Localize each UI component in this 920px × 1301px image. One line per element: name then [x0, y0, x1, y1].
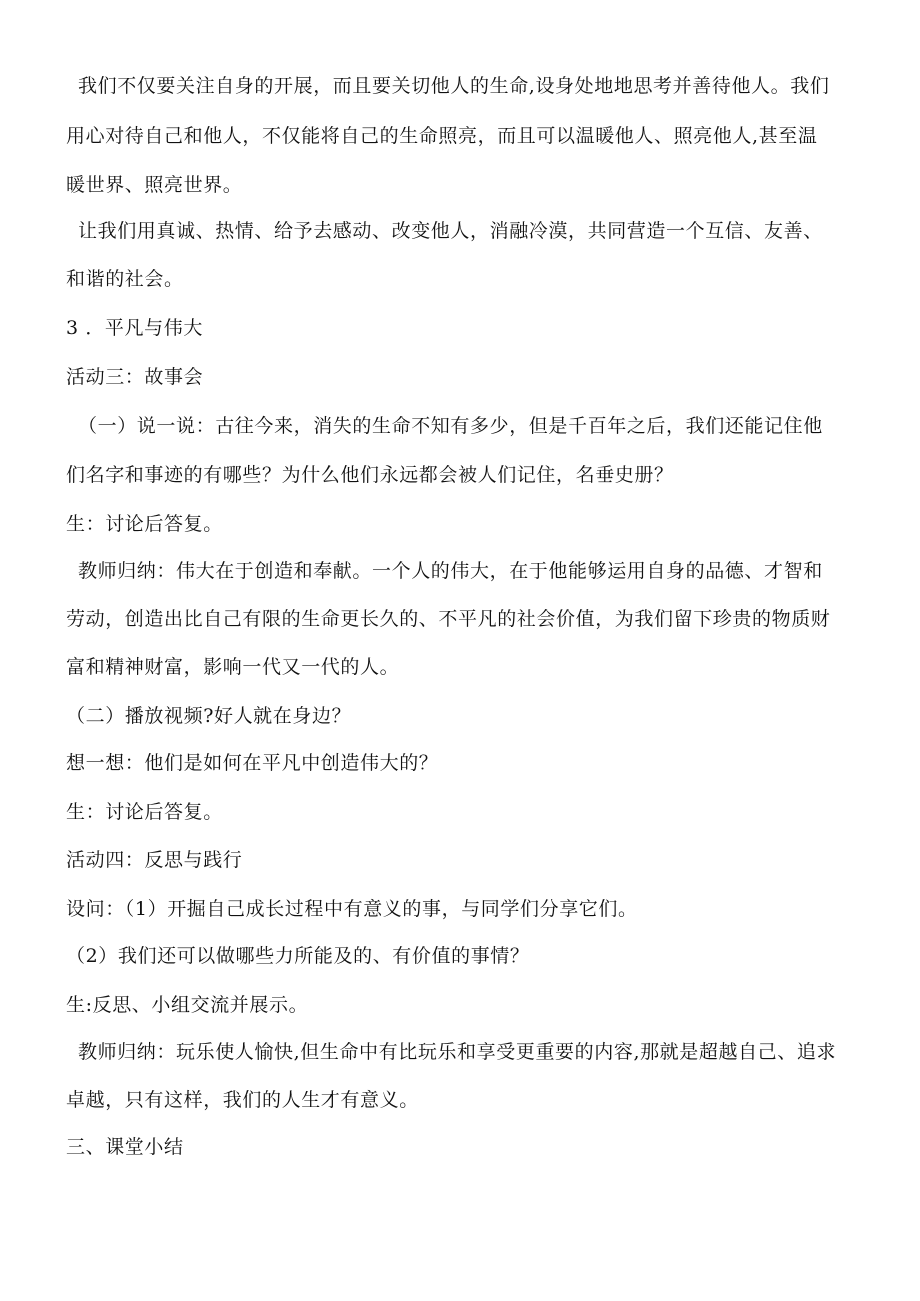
paragraph-line: 教师归纳：伟大在于创造和奉献。一个人的伟大，在于他能够运用自身的品德、才智和 [78, 560, 823, 582]
student-response: 生:反思、小组交流并展示。 [66, 994, 309, 1016]
paragraph-line: 暖世界、照亮世界。 [66, 174, 243, 196]
student-response: 生：讨论后答复。 [66, 513, 223, 535]
paragraph-line: 和谐的社会。 [66, 268, 184, 290]
paragraph-line: 想一想：他们是如何在平凡中创造伟大的？ [66, 752, 439, 774]
paragraph-line: （2）我们还可以做哪些力所能及的、有价值的事情？ [66, 945, 530, 967]
paragraph-line: 设问：（1）开掘自己成长过程中有意义的事，与同学们分享它们。 [66, 898, 638, 920]
student-response: 生：讨论后答复。 [66, 801, 223, 823]
activity-heading: 活动三：故事会 [66, 366, 204, 388]
section-heading: 三、课堂小结 [66, 1136, 184, 1158]
paragraph-line: 卓越，只有这样，我们的人生才有意义。 [66, 1089, 419, 1111]
paragraph-line: 教师归纳：玩乐使人愉快,但生命中有比玩乐和享受更重要的内容,那就是超越自己、追求 [78, 1041, 837, 1063]
section-heading: 3 ．平凡与伟大 [66, 317, 203, 339]
paragraph-line: 我们不仅要关注自身的开展，而且要关切他人的生命,设身处地地思考并善待他人。我们 [78, 75, 830, 97]
activity-heading: 活动四：反思与践行 [66, 849, 243, 871]
paragraph-line: 让我们用真诚、热情、给予去感动、改变他人，消融冷漠，共同营造一个互信、友善、 [78, 220, 823, 242]
paragraph-line: 劳动，创造出比自己有限的生命更长久的、不平凡的社会价值，为我们留下珍贵的物质财 [66, 608, 831, 630]
paragraph-line: 们名字和事迹的有哪些？为什么他们永远都会被人们记住，名垂史册？ [66, 464, 674, 486]
paragraph-line: （一）说一说：古往今来，消失的生命不知有多少，但是千百年之后，我们还能记住他 [78, 415, 823, 437]
paragraph-line: 富和精神财富，影响一代又一代的人。 [66, 656, 400, 678]
paragraph-line: 用心对待自己和他人，不仅能将自己的生命照亮，而且可以温暖他人、照亮他人,甚至温 [66, 125, 818, 147]
paragraph-line: （二）播放视频?好人就在身边？ [66, 705, 352, 727]
